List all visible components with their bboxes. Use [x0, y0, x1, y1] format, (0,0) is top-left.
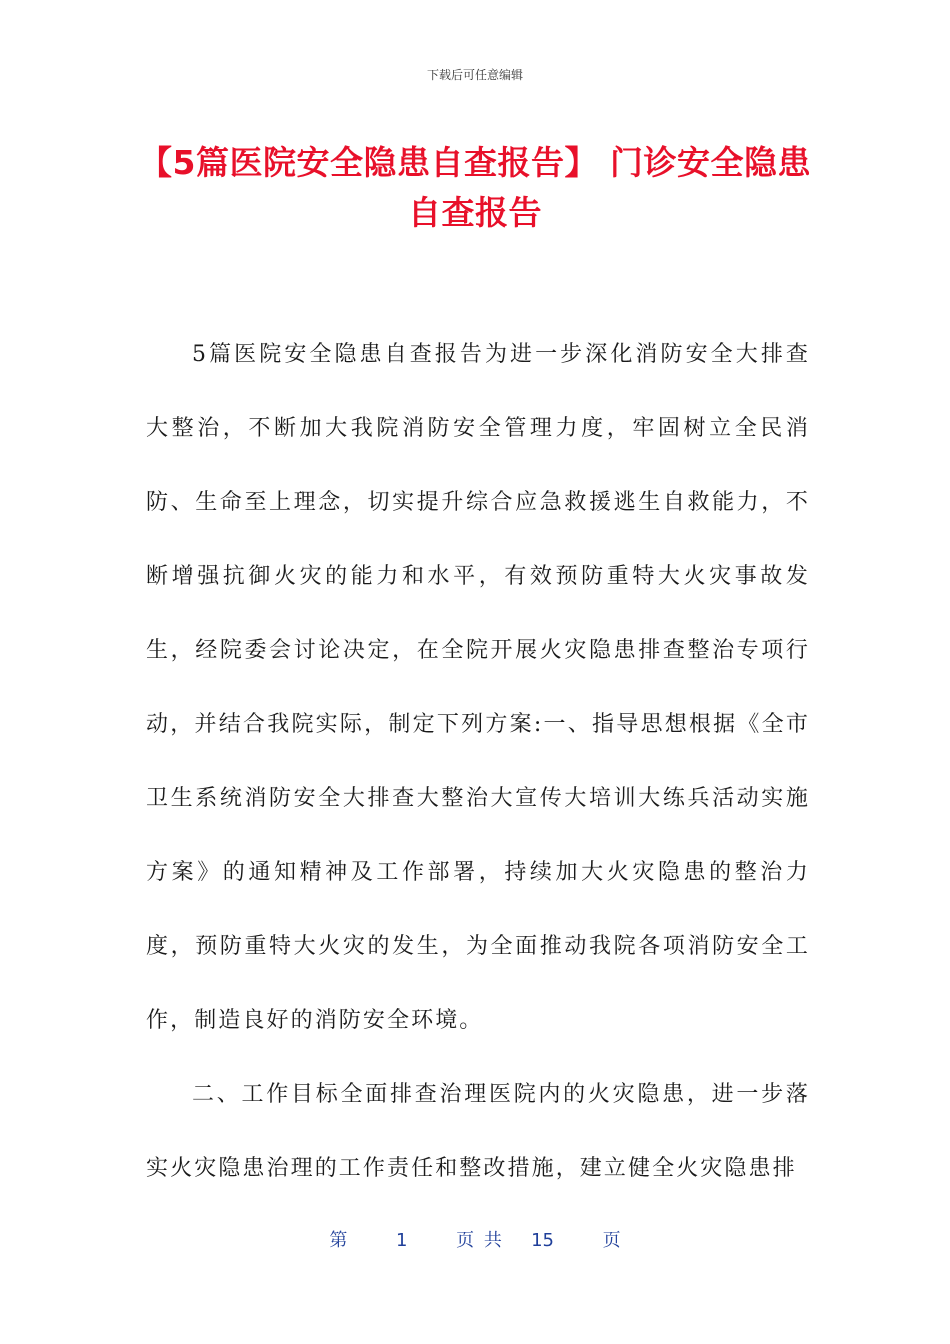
download-note: 下载后可任意编辑: [426, 68, 523, 82]
page-label-suffix: 页: [602, 1230, 621, 1251]
page-label-mid: 页 共: [456, 1230, 502, 1251]
page-footer: [0, 1226, 950, 1252]
page-label-prefix: 第: [329, 1230, 348, 1251]
document-title: 【5篇医院安全隐患自查报告】 门诊安全隐患自查报告: [139, 143, 811, 232]
total-pages-number: 15: [531, 1230, 554, 1251]
current-page-number: 1: [396, 1230, 408, 1251]
document-body: [146, 318, 810, 1206]
paragraph-1: 5篇医院安全隐患自查报告为进一步深化消防安全大排查大整治，不断加大我院消防安全管理力度，牢固树立全民消防、生命至上理念，切实提升综合应急救援逃生自救能力，不断增强抗御火灾的能力和水平，有效预防重特大火灾事故发生，经院委会讨论决定，在全院开展火灾隐患排查整治专项行动，并结合我院实际，制定下列方案:一、指导思想根据《全市卫生系统消防安全大排查大整治大宣传大培训大练兵活动实施方案》的通知精神及工作部署，持续加大火灾隐患的整治力度，预防重特大火灾的发生，为全面推动我院各项消防安全工作，制造良好的消防安全环境。: [146, 342, 810, 1033]
paragraph-2: 二、工作目标全面排查治理医院内的火灾隐患，进一步落实火灾隐患治理的工作责任和整改措施，建立健全火灾隐患排: [146, 1082, 810, 1181]
